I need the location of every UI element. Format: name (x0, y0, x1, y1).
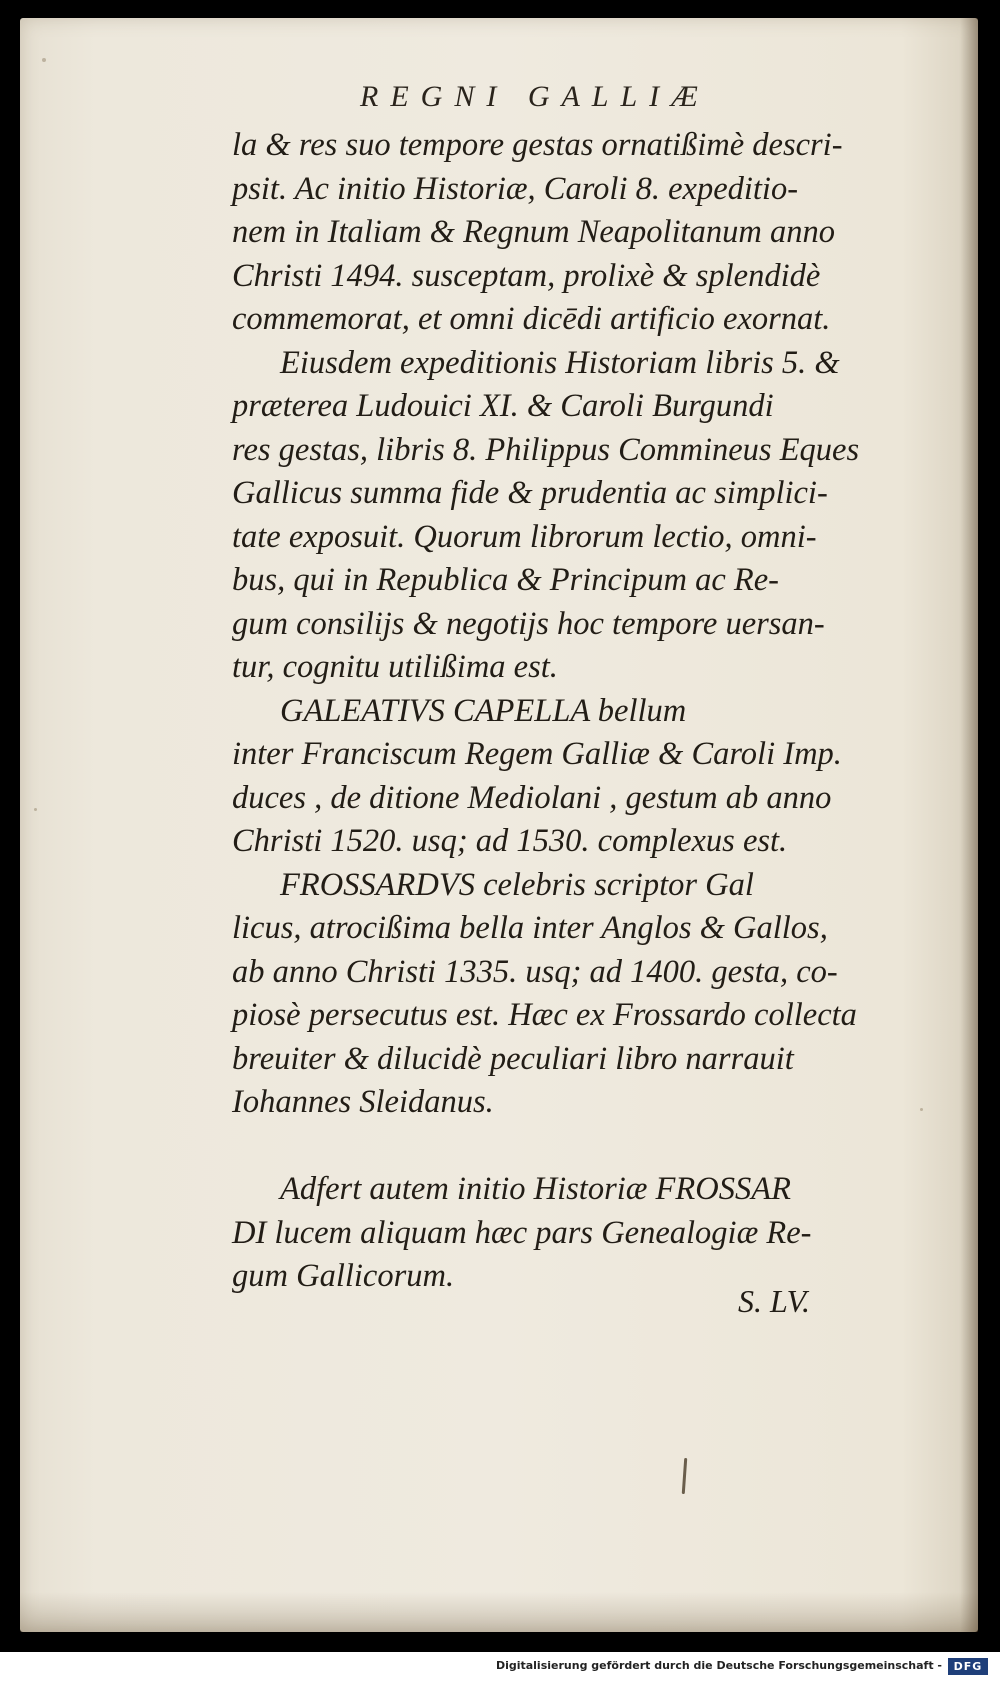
text-line: bus, qui in Republica & Principum ac Re- (232, 562, 779, 598)
catchword: S. LV. (738, 1283, 811, 1319)
text-line: tur, cognitu utilißima est. (232, 649, 558, 685)
text-line: tate exposuit. Quorum librorum lectio, omni- (232, 518, 817, 555)
digitization-credit: Digitalisierung gefördert durch die Deutsche Forschungsgemeinschaft - (495, 1659, 942, 1672)
book-page (20, 18, 978, 1632)
text-line: res gestas, libris 8. Philippus Commineus Eques (232, 431, 860, 468)
text-line: Christi 1494. susceptam, prolixè & splendidè (232, 257, 821, 294)
dfg-logo: DFG (948, 1658, 988, 1675)
text-line: commemorat, et omni dicēdi artificio exornat. (232, 301, 831, 337)
text-line: Iohannes Sleidanus. (232, 1084, 494, 1120)
text-line: Gallicus summa fide & prudentia ac simplici- (232, 475, 828, 511)
paper-speck (42, 58, 46, 62)
text-line: inter Franciscum Regem Galliæ & Caroli Imp. (232, 736, 842, 772)
text-line: Christi 1520. usq; ad 1530. complexus est. (232, 823, 788, 859)
paper-speck (34, 808, 37, 811)
paper-speck (920, 1108, 923, 1111)
text-line (232, 1125, 858, 1169)
text-line: Eiusdem expeditionis Historiam libris 5. & (280, 344, 840, 381)
text-line: duces , de ditione Mediolani , gestum ab anno (232, 779, 832, 816)
text-line: la & res suo tempore gestas ornatißimè descri- (232, 127, 843, 163)
text-line: Adfert autem initio Historiæ FROSSAR (280, 1171, 791, 1207)
digitization-credit-bar (0, 1652, 1000, 1684)
text-block (232, 124, 858, 1299)
ink-mark (682, 1458, 688, 1494)
page-edge-shadow (960, 18, 978, 1632)
text-line: DI lucem aliquam hæc pars Genealogiæ Re- (232, 1214, 812, 1251)
text-line: licus, atrocißima bella inter Anglos & Gallos, (232, 910, 828, 946)
text-line: nem in Italiam & Regnum Neapolitanum anno (232, 214, 835, 250)
text-line: ab anno Christi 1335. usq; ad 1400. gesta, co- (232, 953, 838, 990)
text-line: gum consilijs & negotijs hoc tempore uersan- (232, 605, 825, 642)
running-head: REGNI GALLIÆ (360, 80, 710, 113)
text-line: GALEATIVS CAPELLA bellum (280, 692, 687, 729)
text-line: piosè persecutus est. Hæc ex Frossardo collecta (232, 997, 857, 1033)
text-line: gum Gallicorum. (232, 1258, 455, 1294)
page-bottom-shadow (20, 1592, 978, 1632)
text-line: FROSSARDVS celebris scriptor Gal (280, 866, 754, 903)
text-line: præterea Ludouici XI. & Caroli Burgundi (232, 388, 774, 424)
text-line: psit. Ac initio Historiæ, Caroli 8. expeditio- (232, 170, 799, 207)
text-line: breuiter & dilucidè peculiari libro narrauit (232, 1040, 794, 1077)
